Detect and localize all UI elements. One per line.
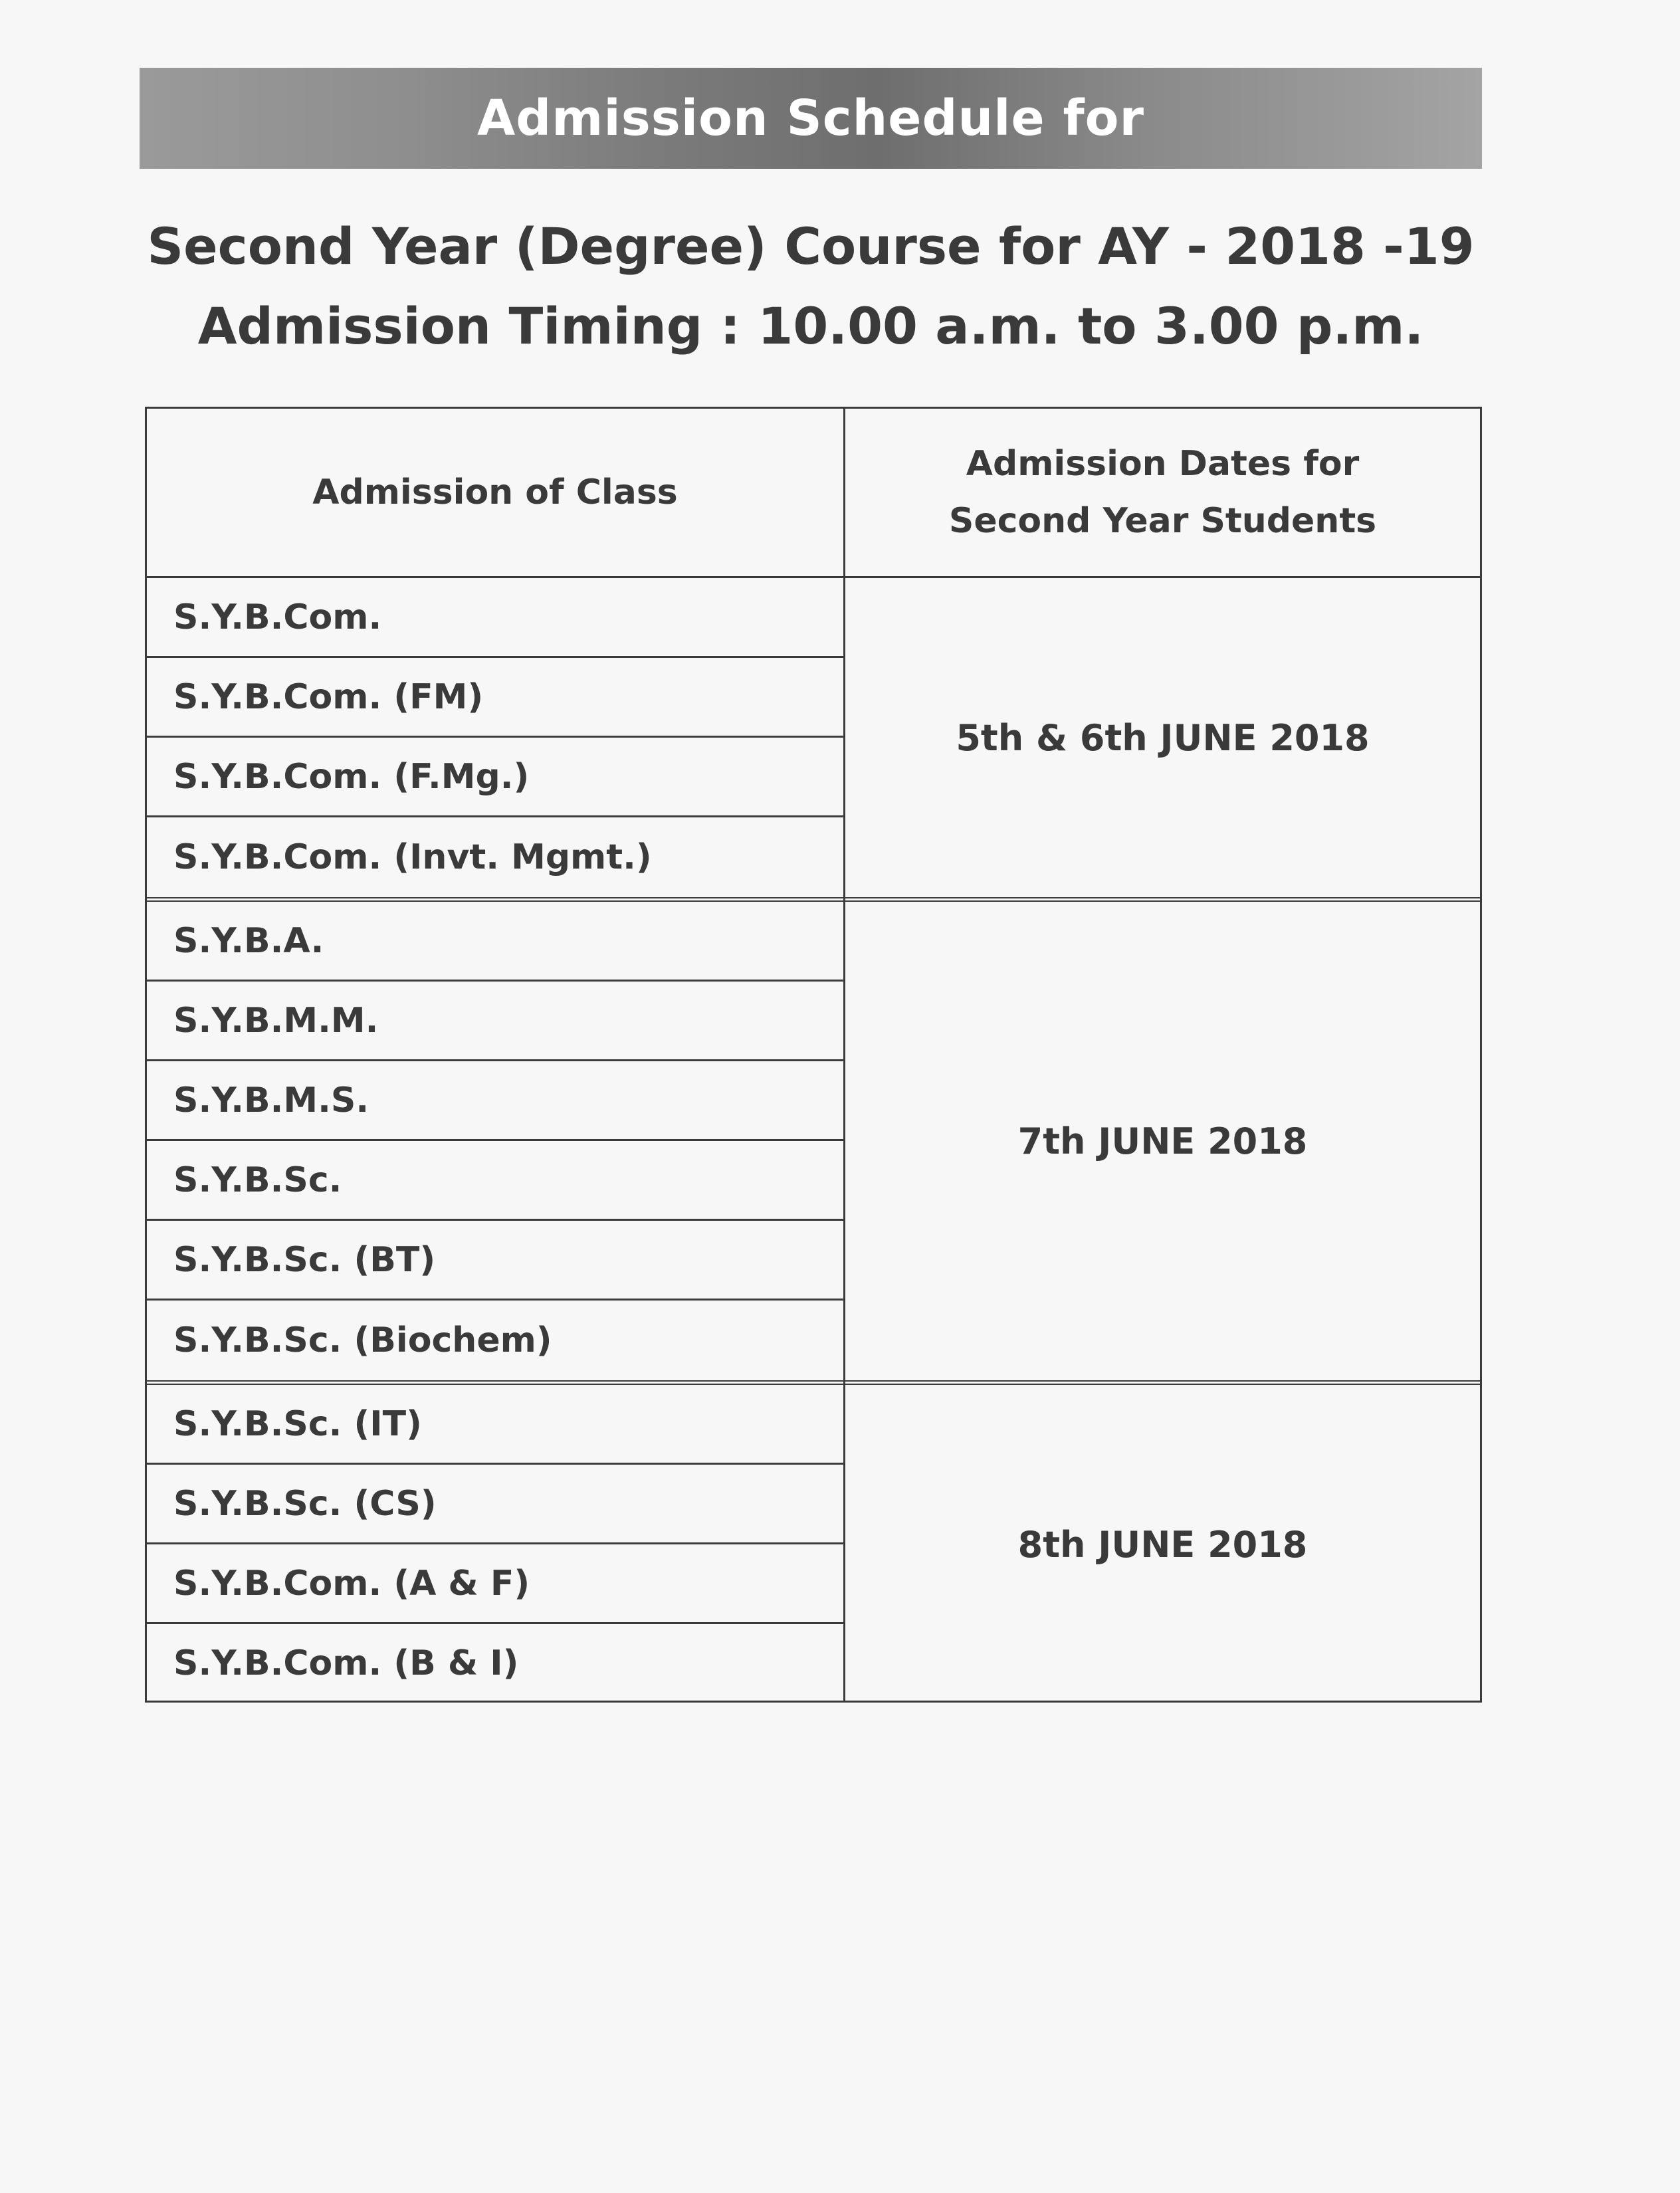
table-row: S.Y.B.Sc. (IT) [147, 1385, 843, 1465]
admission-date: 8th JUNE 2018 [1017, 1523, 1308, 1566]
table-row: S.Y.B.Sc. (BT) [147, 1221, 843, 1301]
admission-schedule-table [145, 407, 1482, 1703]
table-row: S.Y.B.Com. (Invt. Mgmt.) [173, 837, 652, 877]
header-admission-dates [845, 409, 1480, 576]
title-banner [140, 68, 1482, 169]
schedule-group-2 [147, 897, 1480, 1380]
schedule-group-1 [147, 578, 1480, 897]
table-row: S.Y.B.Com. (FM) [147, 658, 843, 738]
admission-date: 7th JUNE 2018 [1017, 1120, 1308, 1162]
table-row: S.Y.B.A. [147, 902, 843, 982]
table-row: S.Y.B.M.M. [147, 982, 843, 1061]
table-row: S.Y.B.Sc. (Biochem) [173, 1320, 552, 1360]
course-subtitle: Second Year (Degree) Course for AY - 2018 -19 [147, 217, 1475, 276]
table-row: S.Y.B.Com. (B & I) [173, 1643, 519, 1683]
table-row: S.Y.B.Com. [147, 578, 843, 658]
table-header-row [147, 409, 1480, 578]
page-title: Admission Schedule for [477, 90, 1144, 147]
header-admission-of-class: Admission of Class [312, 472, 678, 512]
table-row: S.Y.B.Sc. (CS) [147, 1465, 843, 1544]
schedule-group-3 [147, 1380, 1480, 1704]
table-row: S.Y.B.M.S. [147, 1061, 843, 1141]
table-row: S.Y.B.Com. (F.Mg.) [147, 738, 843, 817]
header-dates-line1: Admission Dates for [966, 444, 1360, 484]
admission-timing: Admission Timing : 10.00 a.m. to 3.00 p.m. [197, 296, 1424, 356]
admission-date: 5th & 6th JUNE 2018 [956, 716, 1370, 759]
table-row: S.Y.B.Sc. [147, 1141, 843, 1221]
table-row: S.Y.B.Com. (A & F) [147, 1544, 843, 1624]
header-dates-line2: Second Year Students [948, 501, 1377, 541]
